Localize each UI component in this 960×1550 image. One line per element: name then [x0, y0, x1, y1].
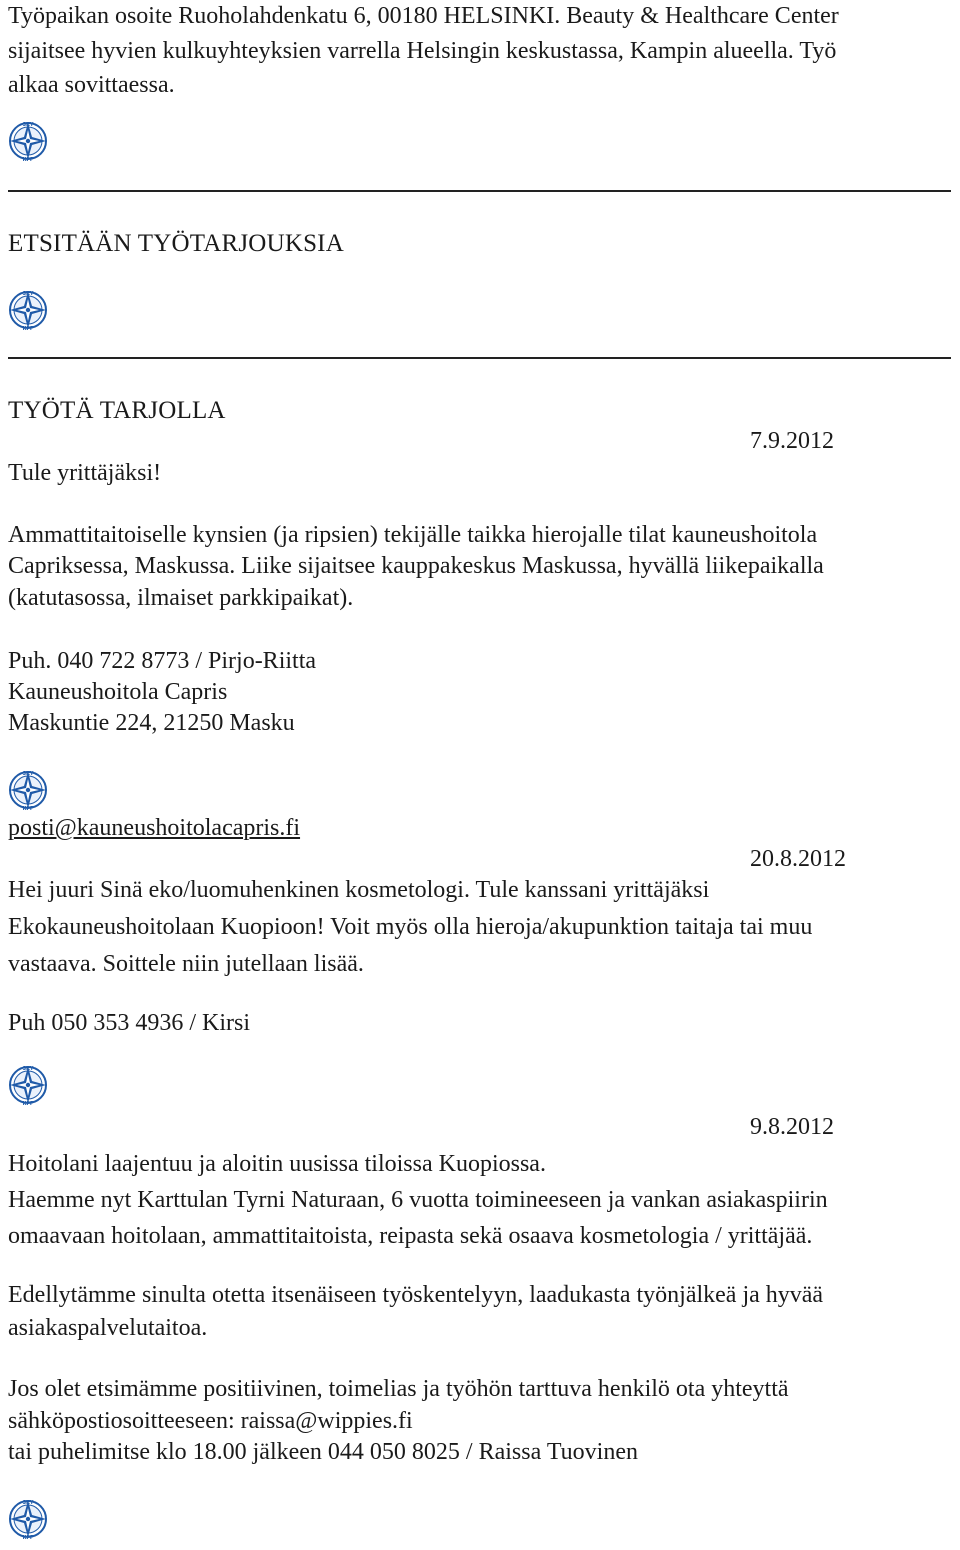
ad-text-line: Jos olet etsimämme positiivinen, toimelias ja työhön tarttuva henkilö ota yhteyttä — [8, 1376, 789, 1402]
ad-text-line: (katutasossa, ilmaiset parkkipaikat). — [8, 585, 354, 611]
svg-text:KFF: KFF — [22, 1101, 34, 1107]
ad-text-line: sähköpostiosoitteeseen: raissa@wippies.fi — [8, 1408, 413, 1434]
skf-logo-icon — [6, 1063, 50, 1107]
ad-text-line: asiakaspalvelutaitoa. — [8, 1315, 208, 1341]
skf-logo-icon — [6, 768, 50, 812]
ad-text-line: tai puhelimitse klo 18.00 jälkeen 044 050 8025 / Raissa Tuovinen — [8, 1439, 638, 1465]
svg-text:SKY: SKY — [22, 1066, 34, 1072]
svg-text:KFF: KFF — [22, 326, 34, 332]
intro-line-2: sijaitsee hyvien kulkuyhteyksien varrella Helsingin keskustassa, Kampin alueella. Työ — [8, 38, 837, 64]
skf-logo-icon — [6, 1497, 50, 1541]
ad-title: Tule yrittäjäksi! — [8, 460, 162, 486]
offered-heading: TYÖTÄ TARJOLLA — [8, 397, 226, 424]
ad-text-line: Capriksessa, Maskussa. Liike sijaitsee kauppakeskus Maskussa, hyvällä liikepaikalla — [8, 553, 824, 579]
ad-text-line: omaavaan hoitolaan, ammattitaitoista, reipasta sekä osaava kosmetologia / yrittäjää. — [8, 1223, 813, 1249]
ad-contact-company: Kauneushoitola Capris — [8, 679, 228, 705]
skf-logo-icon — [6, 119, 50, 163]
section-divider — [8, 190, 951, 192]
ad-contact-address: Maskuntie 224, 21250 Masku — [8, 710, 295, 736]
wanted-heading: ETSITÄÄN TYÖTARJOUKSIA — [8, 230, 344, 257]
skf-logo-icon — [6, 288, 50, 332]
svg-text:KFF: KFF — [22, 157, 34, 163]
email-wrapper — [8, 812, 300, 844]
ad-date: 20.8.2012 — [750, 846, 846, 872]
ad-text-line: Hei juuri Sinä eko/luomuhenkinen kosmetologi. Tule kanssani yrittäjäksi — [8, 877, 710, 903]
ad-text-line: Ammattitaitoiselle kynsien (ja ripsien) tekijälle taikka hierojalle tilat kauneushoitola — [8, 522, 818, 548]
ad-contact-phone: Puh. 040 722 8773 / Pirjo-Riitta — [8, 648, 317, 674]
ad-date: 9.8.2012 — [750, 1114, 834, 1140]
svg-text:KFF: KFF — [22, 806, 34, 812]
ad-date: 7.9.2012 — [750, 428, 834, 454]
section-divider — [8, 357, 951, 359]
svg-text:SKY: SKY — [22, 1500, 34, 1506]
ad-text-line: Haemme nyt Karttulan Tyrni Naturaan, 6 vuotta toimineeseen ja vankan asiakaspiirin — [8, 1187, 828, 1213]
ad-contact-phone: Puh 050 353 4936 / Kirsi — [8, 1010, 251, 1036]
intro-line-3: alkaa sovittaessa. — [8, 72, 175, 98]
ad-text-line: Ekokauneushoitolaan Kuopioon! Voit myös olla hieroja/akupunktion taitaja tai muu — [8, 914, 813, 940]
ad-text-line: Hoitolani laajentuu ja aloitin uusissa tiloissa Kuopiossa. — [8, 1151, 546, 1177]
email-link[interactable]: posti@kauneushoitolacapris.fi — [8, 815, 301, 841]
svg-text:SKY: SKY — [22, 291, 34, 297]
svg-text:SKY: SKY — [22, 771, 34, 777]
intro-line-1: Työpaikan osoite Ruoholahdenkatu 6, 00180 HELSINKI. Beauty & Healthcare Center — [8, 3, 839, 29]
ad-text-line: vastaava. Soittele niin jutellaan lisää. — [8, 951, 364, 977]
ad-text-line: Edellytämme sinulta otetta itsenäiseen työskentelyyn, laadukasta työnjälkeä ja hyvää — [8, 1282, 824, 1308]
svg-text:SKY: SKY — [22, 122, 34, 128]
svg-text:KFF: KFF — [22, 1535, 34, 1541]
